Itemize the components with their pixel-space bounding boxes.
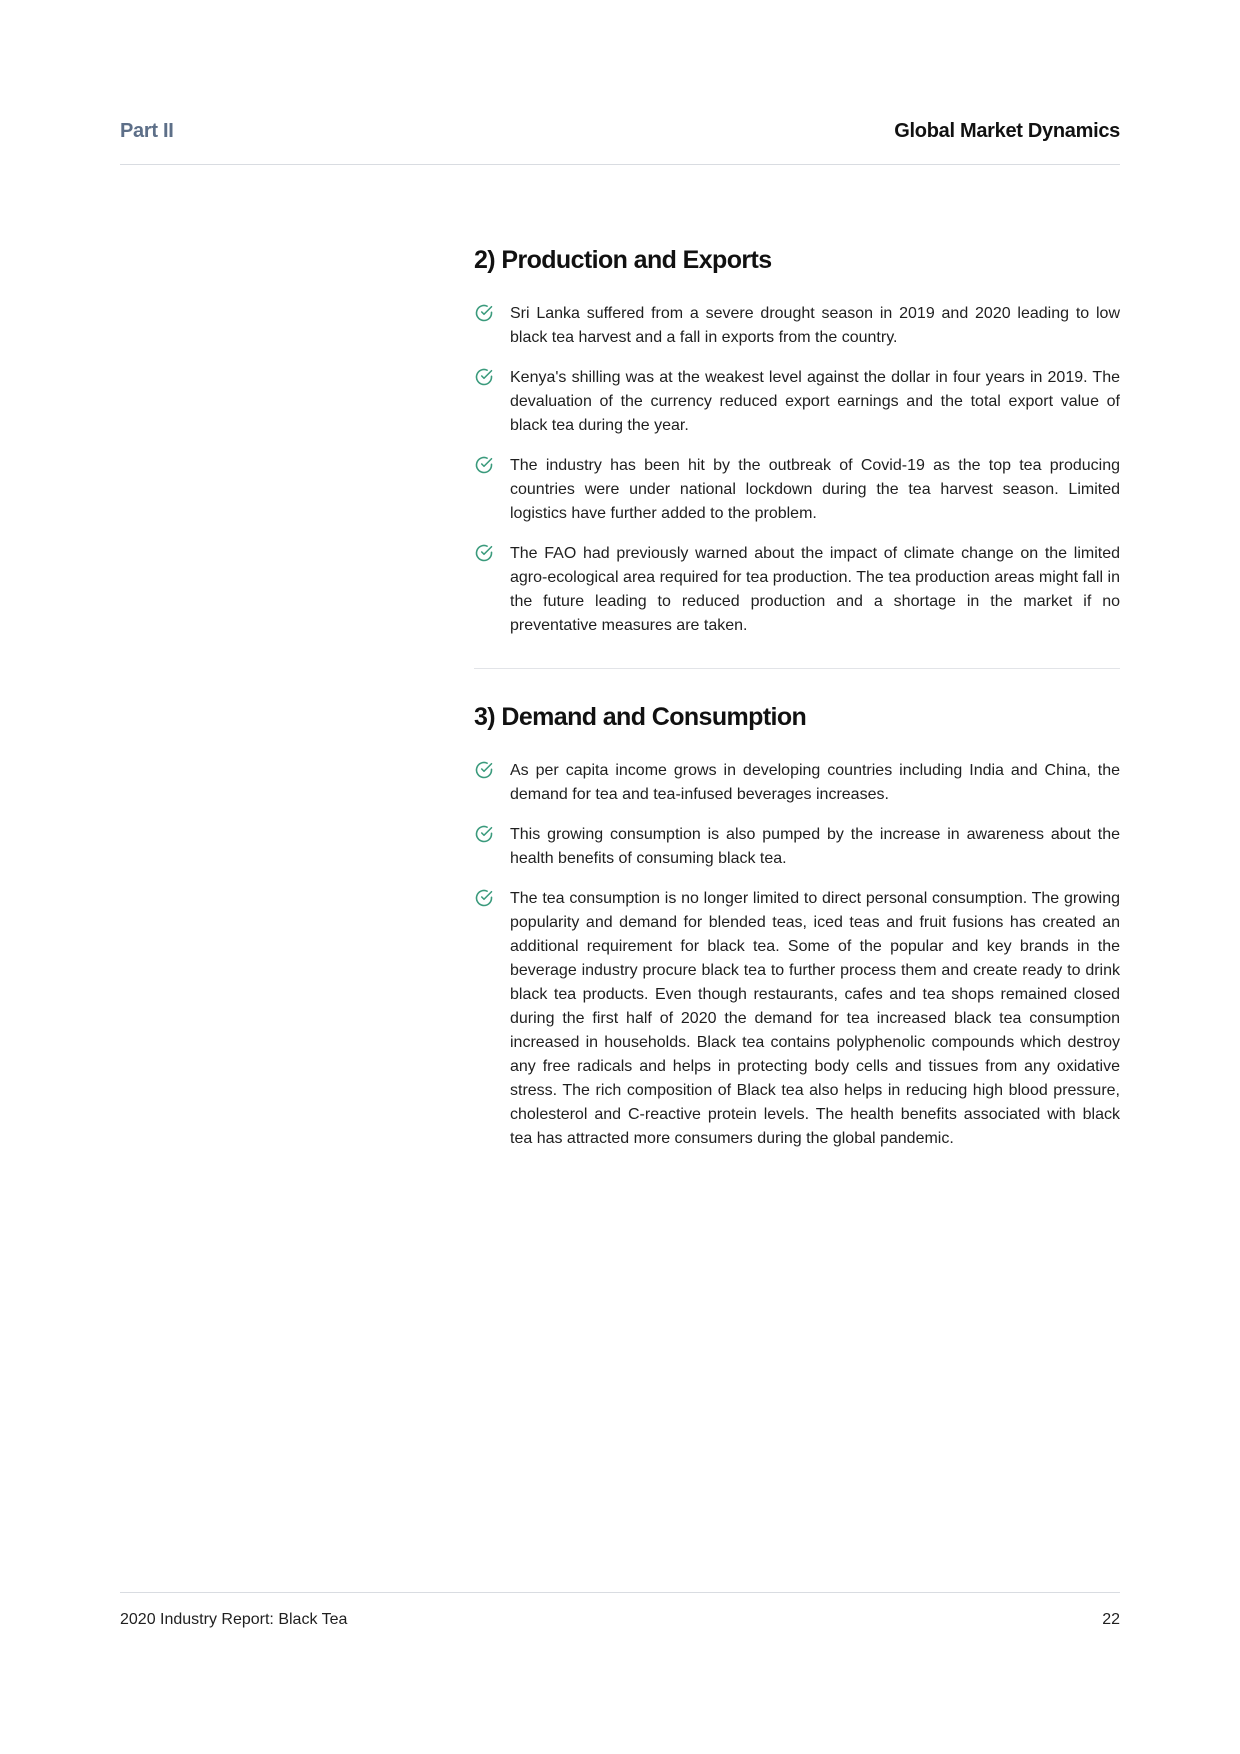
section-divider [474, 668, 1120, 669]
list-item [474, 759, 1120, 807]
chapter-title: Global Market Dynamics [894, 120, 1120, 142]
check-circle-icon [474, 455, 494, 475]
bullet-text: The FAO had previously warned about the impact of climate change on the limited agro-ecological area required for tea production. The tea production areas might fall in the future leading to reduced production and a shortage in the market if no preventative measures are taken. [510, 545, 1120, 634]
check-circle-icon [474, 543, 494, 563]
section-heading: 3) Demand and Consumption [474, 703, 807, 731]
section-heading: 2) Production and Exports [474, 246, 772, 274]
check-circle-icon [474, 824, 494, 844]
page-header [120, 108, 1120, 165]
bullet-list [474, 759, 1120, 1151]
report-title: 2020 Industry Report: Black Tea [120, 1611, 348, 1628]
bullet-text: The industry has been hit by the outbreak of Covid-19 as the top tea producing countries were under national lockdown during the tea harvest season. Limited logistics have further added to the problem. [510, 457, 1120, 522]
bullet-text: Kenya's shilling was at the weakest level against the dollar in four years in 2019. The devaluation of the currency reduced export earnings and the total export value of black tea during the year. [510, 369, 1120, 434]
check-circle-icon [474, 303, 494, 323]
part-label: Part II [120, 120, 174, 142]
list-item [474, 366, 1120, 438]
check-circle-icon [474, 760, 494, 780]
main-content [474, 242, 1120, 1167]
check-circle-icon [474, 888, 494, 908]
bullet-text: The tea consumption is no longer limited to direct personal consumption. The growing popularity and demand for blended teas, iced teas and fruit fusions has created an additional requirement for black tea. Some of the popular and key brands in the beverage industry procure black tea to further process them and create ready to drink black tea products. Even though restaurants, cafes and tea shops remained closed during the first half of 2020 the demand for tea increased black tea consumption increased in households. Black tea contains polyphenolic compounds which destroy any free radicals and helps in protecting body cells and tissues from any oxidative stress. The rich composition of Black tea also helps in reducing high blood pressure, cholesterol and C-reactive protein levels. The health benefits associated with black tea has attracted more consumers during the global pandemic. [510, 890, 1120, 1147]
bullet-text: As per capita income grows in developing countries including India and China, the demand for tea and tea-infused beverages increases. [510, 762, 1120, 803]
bullet-list [474, 302, 1120, 638]
list-item [474, 823, 1120, 871]
bullet-text: This growing consumption is also pumped by the increase in awareness about the health benefits of consuming black tea. [510, 826, 1120, 867]
page-footer [120, 1592, 1120, 1628]
section-demand-consumption [474, 699, 1120, 1151]
list-item [474, 302, 1120, 350]
list-item [474, 454, 1120, 526]
bullet-text: Sri Lanka suffered from a severe drought season in 2019 and 2020 leading to low black tea harvest and a fall in exports from the country. [510, 305, 1120, 346]
check-circle-icon [474, 367, 494, 387]
page-number: 22 [1102, 1611, 1120, 1628]
list-item [474, 542, 1120, 638]
list-item [474, 887, 1120, 1151]
section-production-exports [474, 242, 1120, 638]
